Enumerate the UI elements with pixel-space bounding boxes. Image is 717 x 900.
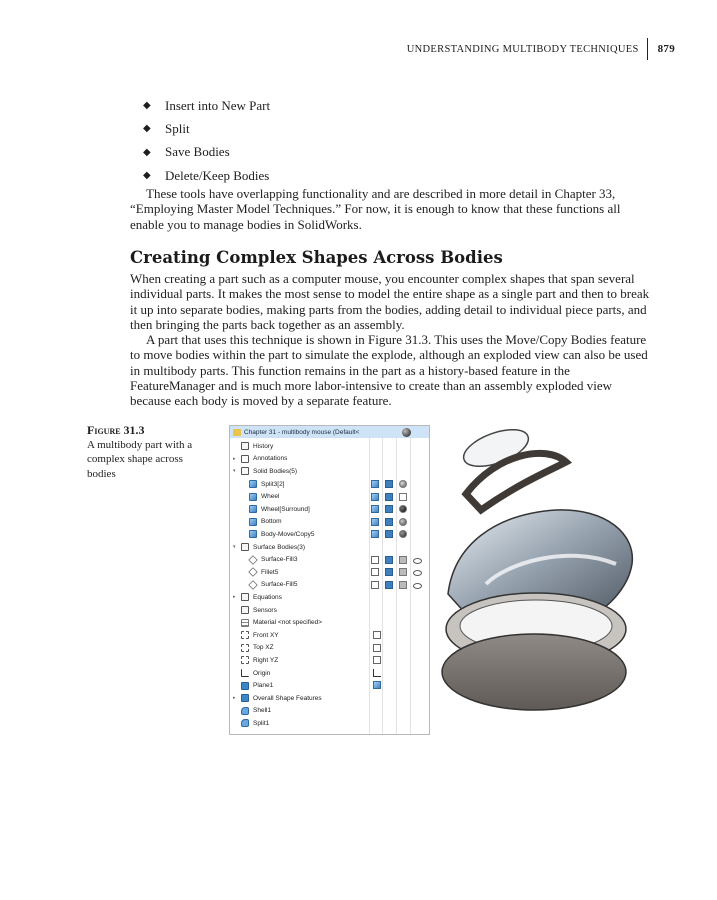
column-divider (369, 438, 370, 734)
body-config-icon[interactable] (385, 493, 393, 501)
plane-feature-icon (241, 682, 249, 690)
plane-icon (241, 656, 249, 664)
body-config-icon[interactable] (385, 518, 393, 526)
surface-body-icon (248, 580, 258, 590)
appearance-icon[interactable] (399, 530, 407, 538)
tree-item-annotations[interactable]: ▸ Annotations (233, 455, 288, 463)
expand-arrow-icon[interactable]: ▸ (233, 695, 236, 702)
plane-display-icon[interactable] (373, 631, 381, 639)
header-divider (647, 38, 648, 60)
tree-item-material[interactable]: Material <not specified> (233, 616, 322, 629)
paragraph-1: When creating a part such as a computer mouse, you encounter complex shapes that span several individual parts. It makes the most sense to model the entire shape as a single part and then to break it up into separate bodies, making parts from the bodies, adding detail to individual piece parts, and then bringing the parts back together as an assembly. (130, 271, 650, 332)
running-head (407, 41, 675, 57)
plane-display-icon[interactable] (373, 644, 381, 652)
appearance-ball-icon (402, 428, 411, 437)
appearance-icon[interactable] (399, 556, 407, 564)
plane-icon (241, 631, 249, 639)
history-icon (241, 442, 249, 450)
display-state-icon[interactable] (371, 530, 379, 538)
tree-item-sensors[interactable]: Sensors (233, 604, 277, 617)
tree-item-solid-bodies[interactable]: ▾ Solid Bodies(5) (233, 467, 298, 475)
body-config-icon[interactable] (385, 581, 393, 589)
tree-item-body[interactable]: Wheel (249, 490, 279, 503)
solid-body-icon (249, 480, 257, 488)
split-feature-icon (241, 719, 249, 727)
origin-icon (241, 669, 249, 677)
column-divider (396, 438, 397, 734)
tree-item-shell[interactable]: Shell1 (233, 705, 271, 718)
appearance-icon[interactable] (399, 480, 407, 488)
body-config-icon[interactable] (385, 505, 393, 513)
feature-manager-tree[interactable] (229, 425, 430, 735)
bullet-item: ◆ Delete/Keep Bodies (143, 167, 270, 183)
eye-icon[interactable] (413, 583, 422, 589)
diamond-bullet-icon: ◆ (143, 100, 151, 112)
page-number: 879 (657, 43, 675, 55)
plane-icon (241, 644, 249, 652)
shell-feature-icon (241, 707, 249, 715)
plane-display-icon[interactable] (373, 681, 381, 689)
body-config-icon[interactable] (385, 556, 393, 564)
exploded-mouse-illustration (436, 414, 656, 714)
tree-item-body[interactable]: Split3[2] (249, 478, 285, 491)
collapse-arrow-icon[interactable]: ▾ (233, 544, 236, 551)
annotations-icon (241, 455, 249, 463)
sensors-icon (241, 606, 249, 614)
origin-display-icon[interactable] (373, 669, 381, 677)
tree-root[interactable]: Chapter 31 - multibody mouse (Default< (230, 426, 429, 438)
tree-item-body[interactable]: Wheel[Surround] (249, 503, 310, 516)
tree-item-body[interactable]: Bottom (249, 516, 282, 529)
collapse-arrow-icon[interactable]: ▾ (233, 468, 236, 475)
solid-body-icon (249, 530, 257, 538)
solid-body-icon (249, 505, 257, 513)
display-state-icon[interactable] (371, 581, 379, 589)
tree-item-surface[interactable]: Surface-Fill3 (249, 553, 297, 566)
appearance-icon[interactable] (399, 505, 407, 513)
tree-item-equations[interactable]: ▸ Equations (233, 593, 282, 601)
display-state-icon[interactable] (371, 518, 379, 526)
display-state-icon[interactable] (371, 505, 379, 513)
tree-item-surface-bodies[interactable]: ▾ Surface Bodies(3) (233, 543, 306, 551)
tree-item-history[interactable]: History (233, 440, 273, 453)
part-icon (233, 429, 241, 436)
figure-number: Figure 31.3 (87, 423, 145, 437)
column-divider (382, 438, 383, 734)
tree-item-plane1[interactable]: Plane1 (233, 679, 273, 692)
tree-item-surface[interactable]: Surface-Fill5 (249, 579, 297, 592)
section-body (130, 271, 652, 409)
bottom-part (442, 634, 626, 710)
figure-caption (87, 423, 212, 481)
column-divider (410, 438, 411, 734)
section-heading: Creating Complex Shapes Across Bodies (130, 248, 503, 267)
appearance-icon[interactable] (399, 568, 407, 576)
paragraph-2: A part that uses this technique is shown in Figure 31.3. This uses the Move/Copy Bodies feature to move bodies within the part to simulate the explode, although an exploded view can also be used in multibody parts. This function remains in the part as a history-based feature in the FeatureManager and is much more labor-intensive to create than an assembly exploded view because each body is moved by a separate feature. (130, 332, 648, 409)
display-state-icon[interactable] (371, 556, 379, 564)
intro-paragraph: These tools have overlapping functionality and are described in more detail in Chapter 33, “Employing Master Model Techniques.” For now, it is enough to know that these functions all enable you to manage bodies in SolidWorks. (130, 186, 621, 232)
figure-caption-text: A multibody part with a complex shape across bodies (87, 438, 193, 480)
display-state-icon[interactable] (371, 493, 379, 501)
intro-paragraph-block (130, 186, 652, 232)
running-title: UNDERSTANDING MULTIBODY TECHNIQUES (406, 43, 639, 55)
surface-bodies-folder-icon (241, 543, 249, 551)
equations-icon (241, 593, 249, 601)
bullet-list (143, 94, 270, 187)
surface-body-icon (248, 567, 258, 577)
display-state-icon[interactable] (371, 480, 379, 488)
tree-item-split[interactable]: Split1 (233, 717, 269, 730)
appearance-icon[interactable] (399, 518, 407, 526)
display-state-icon[interactable] (371, 568, 379, 576)
tree-item-surface[interactable]: Fillet5 (249, 566, 278, 579)
appearance-icon[interactable] (399, 493, 407, 501)
bullet-item: ◆ Split (143, 120, 190, 136)
diamond-bullet-icon: ◆ (143, 170, 151, 182)
expand-arrow-icon[interactable]: ▸ (233, 594, 236, 601)
bullet-item: ◆ Save Bodies (143, 144, 230, 160)
tree-item-plane[interactable]: Top XZ (233, 642, 274, 655)
solid-body-icon (249, 518, 257, 526)
material-icon (241, 619, 249, 627)
tree-item-origin[interactable]: Origin (233, 667, 270, 680)
surface-body-icon (248, 555, 258, 565)
diamond-bullet-icon: ◆ (143, 146, 151, 158)
folder-icon (241, 694, 249, 702)
bullet-item: ◆ Insert into New Part (143, 97, 271, 113)
tree-item-plane[interactable]: Front XY (233, 629, 279, 642)
plane-display-icon[interactable] (373, 656, 381, 664)
tree-item-plane[interactable]: Right YZ (233, 654, 278, 667)
solid-bodies-folder-icon (241, 467, 249, 475)
expand-arrow-icon[interactable]: ▸ (233, 455, 236, 462)
body-config-icon[interactable] (385, 568, 393, 576)
solid-body-icon (249, 493, 257, 501)
appearance-icon[interactable] (399, 581, 407, 589)
eye-icon[interactable] (413, 558, 422, 564)
diamond-bullet-icon: ◆ (143, 123, 151, 135)
eye-icon[interactable] (413, 570, 422, 576)
tree-item-folder[interactable]: ▸ Overall Shape Features (233, 694, 322, 702)
body-config-icon[interactable] (385, 480, 393, 488)
tree-item-body[interactable]: Body-Move/Copy5 (249, 528, 314, 541)
body-config-icon[interactable] (385, 530, 393, 538)
